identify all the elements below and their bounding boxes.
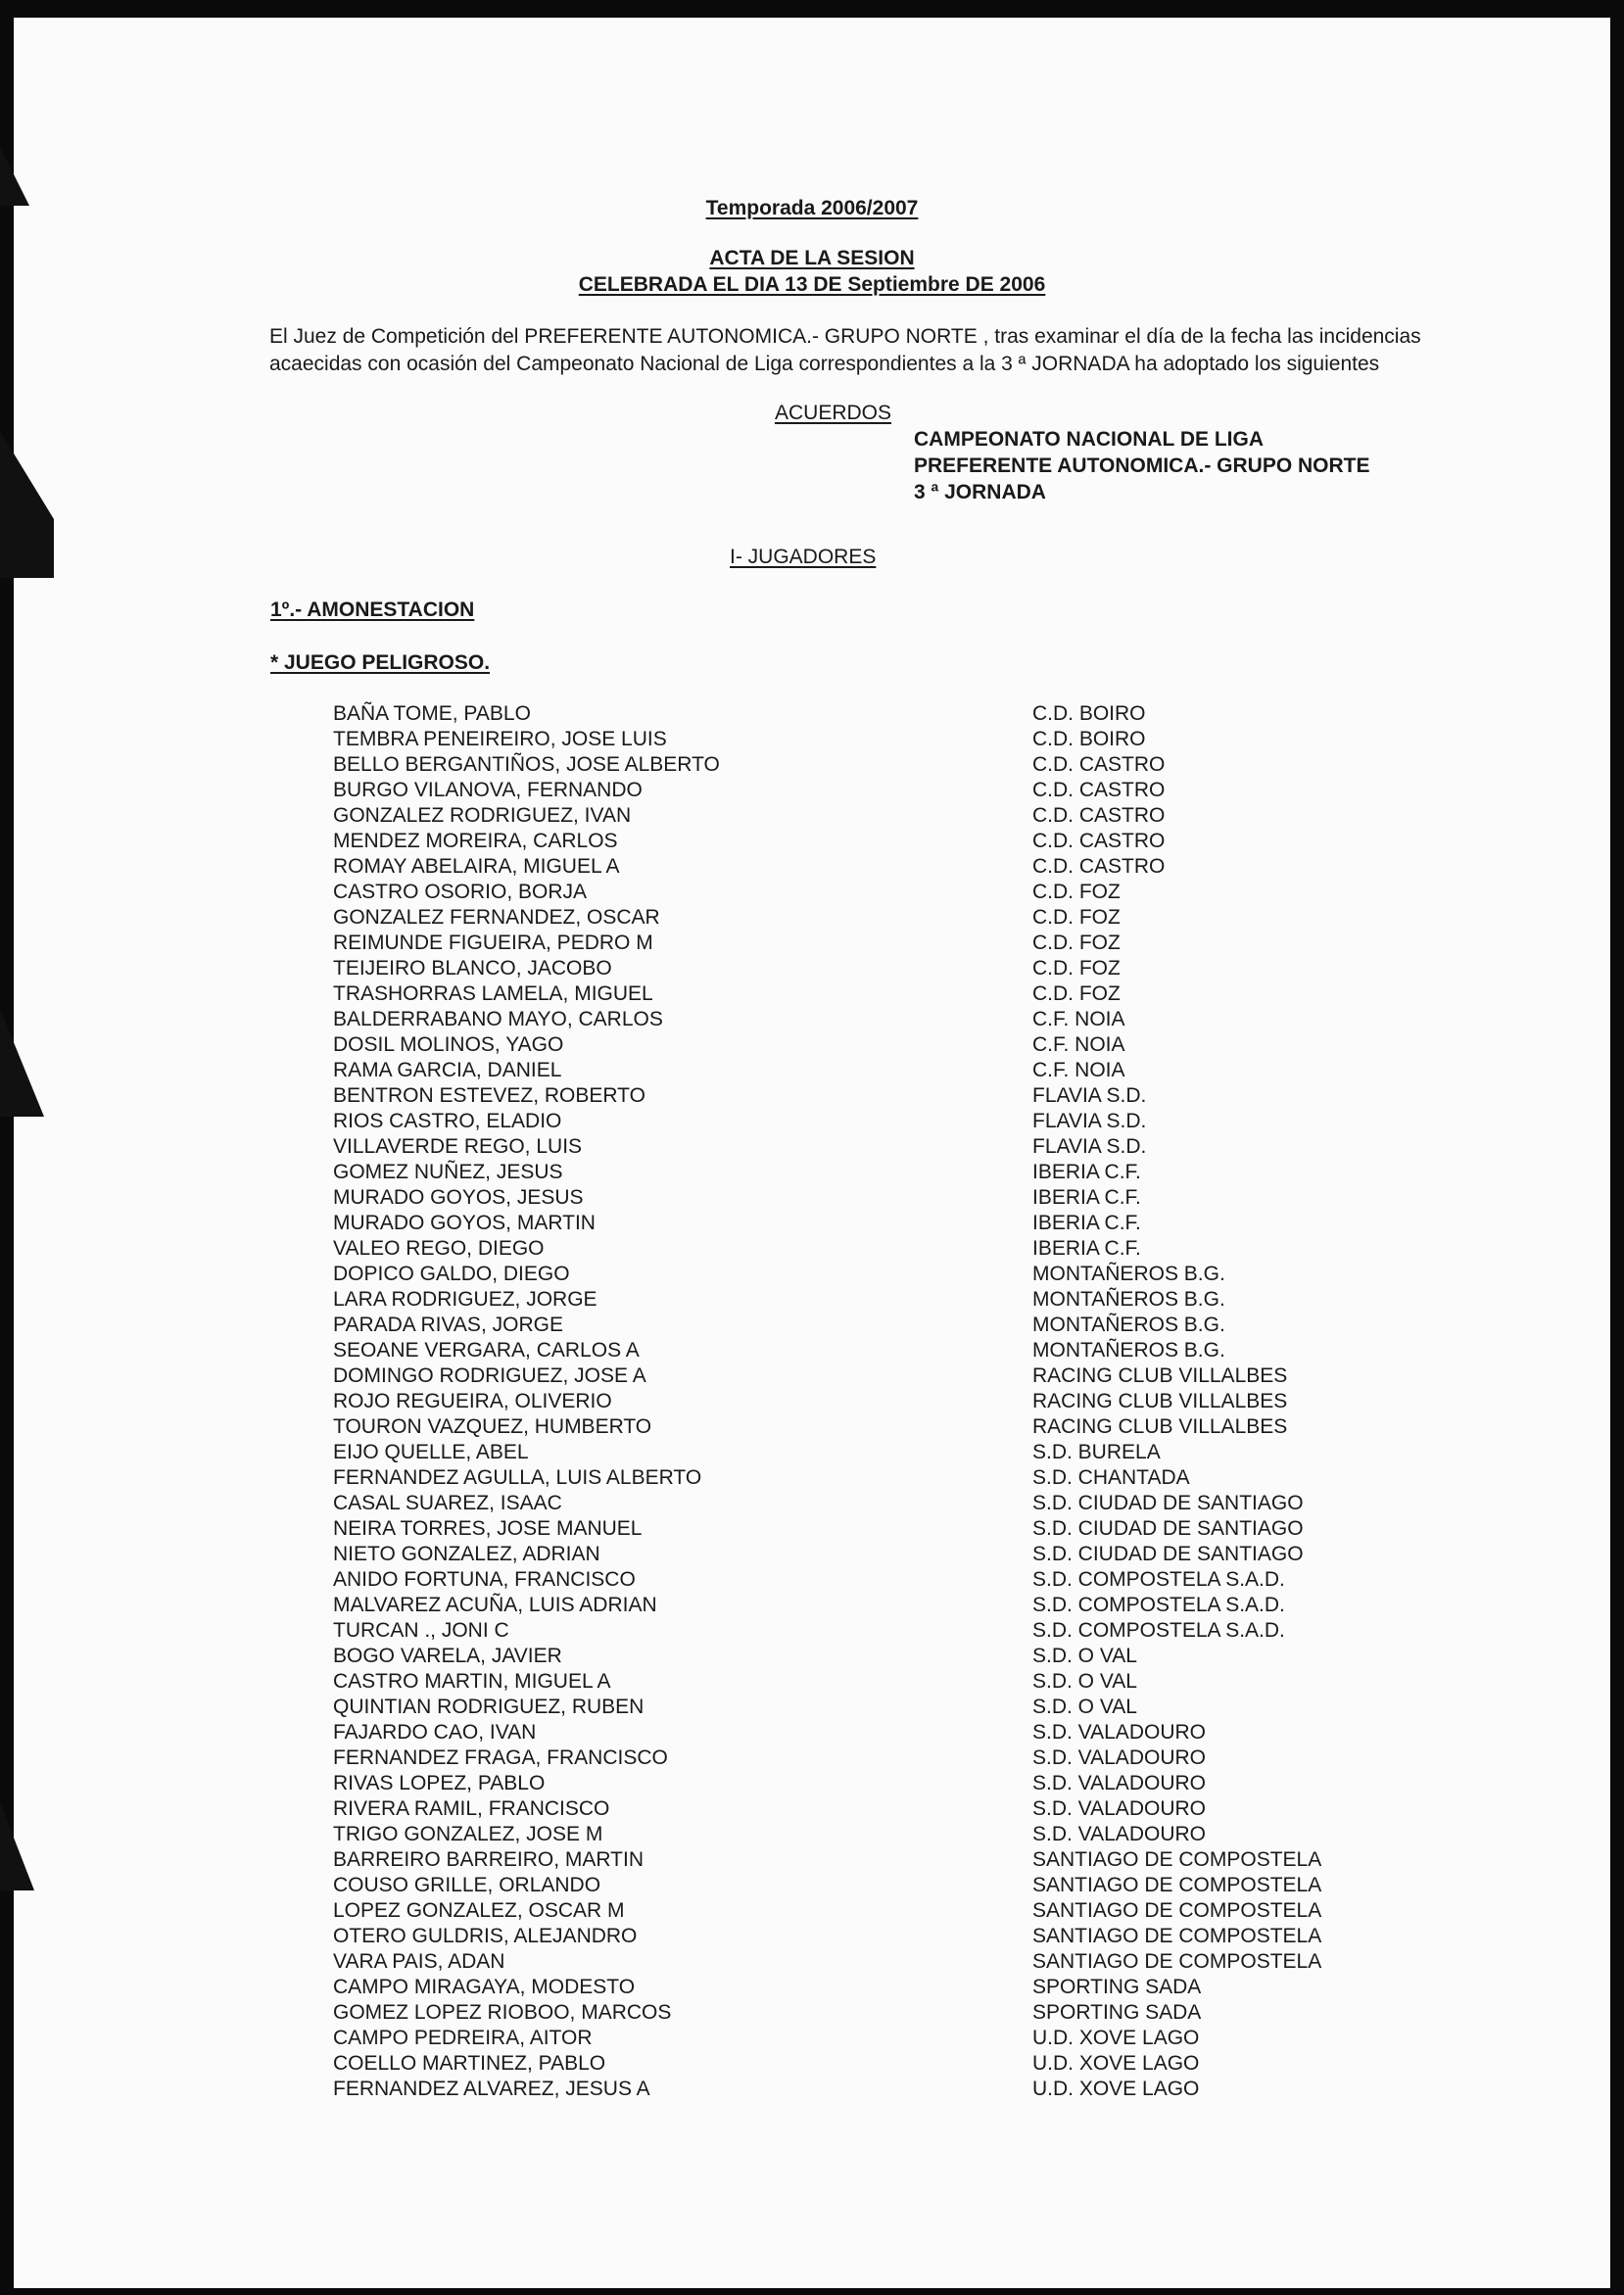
player-club: C.D. FOZ [1032,957,1121,980]
player-name: GONZALEZ FERNANDEZ, OSCAR [333,906,660,929]
player-name: CASTRO MARTIN, MIGUEL A [333,1670,611,1693]
player-row [333,803,1410,829]
player-club: IBERIA C.F. [1032,1161,1141,1183]
player-club: C.F. NOIA [1032,1008,1125,1030]
player-name: QUINTIAN RODRIGUEZ, RUBEN [333,1696,645,1718]
player-name: FERNANDEZ ALVAREZ, JESUS A [333,2078,650,2100]
player-row [333,2077,1410,2102]
subsection-title: 1º.- AMONESTACION [270,598,475,621]
player-club: MONTAÑEROS B.G. [1032,1339,1225,1362]
player-name: COUSO GRILLE, ORLANDO [333,1874,601,1896]
player-club: S.D. O VAL [1032,1645,1137,1667]
player-row [333,1593,1410,1618]
player-row [333,2000,1410,2026]
player-club: FLAVIA S.D. [1032,1084,1147,1107]
player-name: VARA PAIS, ADAN [333,1950,505,1973]
player-club: S.D. VALADOURO [1032,1772,1206,1794]
player-row [333,1211,1410,1236]
player-name: BARREIRO BARREIRO, MARTIN [333,1848,644,1871]
player-row [333,778,1410,803]
player-club: C.D. BOIRO [1032,728,1146,750]
player-club: C.F. NOIA [1032,1033,1125,1056]
player-club: IBERIA C.F. [1032,1212,1141,1234]
player-club: S.D. CHANTADA [1032,1466,1190,1489]
player-name: CAMPO PEDREIRA, AITOR [333,2027,593,2049]
player-club: C.D. CASTRO [1032,830,1166,852]
player-row [333,981,1410,1007]
player-name: TEIJEIRO BLANCO, JACOBO [333,957,612,980]
player-club: S.D. VALADOURO [1032,1797,1206,1820]
player-row [333,1313,1410,1338]
player-club: U.D. XOVE LAGO [1032,2078,1200,2100]
player-row [333,1618,1410,1644]
title-line-1: ACTA DE LA SESION [709,247,915,269]
player-name: GONZALEZ RODRIGUEZ, IVAN [333,804,632,827]
player-row [333,1644,1410,1669]
player-row [333,1542,1410,1567]
player-club: SANTIAGO DE COMPOSTELA [1032,1899,1322,1922]
player-row [333,880,1410,905]
player-row [333,701,1410,727]
competition-line-3: 3 ª JORNADA [914,481,1046,503]
player-row [333,1695,1410,1720]
acuerdos-heading: ACUERDOS [775,402,892,424]
player-club: S.D. CIUDAD DE SANTIAGO [1032,1492,1304,1514]
player-name: VALEO REGO, DIEGO [333,1237,545,1260]
player-name: LARA RODRIGUEZ, JORGE [333,1288,597,1311]
player-club: S.D. BURELA [1032,1441,1161,1463]
player-name: VILLAVERDE REGO, LUIS [333,1135,583,1158]
player-club: SANTIAGO DE COMPOSTELA [1032,1874,1322,1896]
player-name: FERNANDEZ AGULLA, LUIS ALBERTO [333,1466,702,1489]
player-row [333,1465,1410,1491]
player-name: EIJO QUELLE, ABEL [333,1441,529,1463]
player-club: SANTIAGO DE COMPOSTELA [1032,1950,1322,1973]
competition-line-1: CAMPEONATO NACIONAL DE LIGA [914,428,1265,451]
intro-paragraph [269,323,1533,378]
player-club: S.D. VALADOURO [1032,1823,1206,1845]
player-club: MONTAÑEROS B.G. [1032,1263,1225,1285]
player-row [333,1185,1410,1211]
player-row [333,1873,1410,1898]
player-name: RIOS CASTRO, ELADIO [333,1110,562,1132]
player-club: S.D. O VAL [1032,1696,1137,1718]
player-club: S.D. VALADOURO [1032,1721,1206,1744]
player-club: FLAVIA S.D. [1032,1135,1147,1158]
player-row [333,956,1410,981]
player-name: TRIGO GONZALEZ, JOSE M [333,1823,603,1845]
player-name: BOGO VARELA, JAVIER [333,1645,562,1667]
player-name: TRASHORRAS LAMELA, MIGUEL [333,982,653,1005]
player-club: C.D. CASTRO [1032,753,1166,776]
player-row [333,854,1410,880]
player-club: U.D. XOVE LAGO [1032,2027,1200,2049]
player-name: CASTRO OSORIO, BORJA [333,881,588,903]
player-row [333,1287,1410,1313]
player-name: TEMBRA PENEIREIRO, JOSE LUIS [333,728,667,750]
player-name: TURCAN ., JONI C [333,1619,509,1642]
player-club: C.D. FOZ [1032,932,1121,954]
player-name: RIVAS LOPEZ, PABLO [333,1772,546,1794]
category-title: * JUEGO PELIGROSO. [270,651,491,674]
player-name: GOMEZ LOPEZ RIOBOO, MARCOS [333,2001,672,2024]
player-club: SANTIAGO DE COMPOSTELA [1032,1925,1322,1947]
player-name: TOURON VAZQUEZ, HUMBERTO [333,1415,652,1438]
player-club: S.D. VALADOURO [1032,1746,1206,1769]
player-club: IBERIA C.F. [1032,1237,1141,1260]
player-club: C.D. BOIRO [1032,702,1146,725]
player-row [333,1160,1410,1185]
player-name: DOPICO GALDO, DIEGO [333,1263,570,1285]
player-name: RAMA GARCIA, DANIEL [333,1059,562,1081]
player-row [333,1771,1410,1796]
player-row [333,1363,1410,1389]
player-row [333,1338,1410,1363]
player-row [333,1058,1410,1083]
player-club: SANTIAGO DE COMPOSTELA [1032,1848,1322,1871]
intro-line-2: acaecidas con ocasión del Campeonato Nacional de Liga correspondientes a la 3 ª JORNADA ha adoptado los siguientes [269,353,1380,375]
player-club: S.D. CIUDAD DE SANTIAGO [1032,1543,1304,1565]
player-club: U.D. XOVE LAGO [1032,2052,1200,2075]
player-row [333,1847,1410,1873]
player-name: COELLO MARTINEZ, PABLO [333,2052,606,2075]
player-club: SPORTING SADA [1032,1976,1202,1998]
player-name: BELLO BERGANTIÑOS, JOSE ALBERTO [333,753,720,776]
player-name: OTERO GULDRIS, ALEJANDRO [333,1925,638,1947]
player-row [333,1720,1410,1745]
player-name: CAMPO MIRAGAYA, MODESTO [333,1976,636,1998]
season-heading: Temporada 2006/2007 [705,197,919,219]
player-row [333,1109,1410,1134]
player-name: BALDERRABANO MAYO, CARLOS [333,1008,663,1030]
player-row [333,1796,1410,1822]
player-row [333,1745,1410,1771]
player-club: IBERIA C.F. [1032,1186,1141,1209]
player-name: MALVAREZ ACUÑA, LUIS ADRIAN [333,1594,657,1616]
player-name: NEIRA TORRES, JOSE MANUEL [333,1517,643,1540]
player-name: MURADO GOYOS, JESUS [333,1186,584,1209]
player-name: RIVERA RAMIL, FRANCISCO [333,1797,610,1820]
players-list [333,701,1410,2102]
player-row [333,1134,1410,1160]
player-club: S.D. COMPOSTELA S.A.D. [1032,1619,1285,1642]
player-club: RACING CLUB VILLALBES [1032,1415,1288,1438]
player-club: C.D. FOZ [1032,982,1121,1005]
player-club: SPORTING SADA [1032,2001,1202,2024]
player-name: ROMAY ABELAIRA, MIGUEL A [333,855,620,878]
player-name: CASAL SUAREZ, ISAAC [333,1492,562,1514]
player-name: ROJO REGUEIRA, OLIVERIO [333,1390,612,1412]
player-row [333,727,1410,752]
player-club: RACING CLUB VILLALBES [1032,1364,1288,1387]
player-name: GOMEZ NUÑEZ, JESUS [333,1161,563,1183]
player-row [333,829,1410,854]
section-title: I- JUGADORES [730,546,877,568]
player-row [333,1262,1410,1287]
player-name: LOPEZ GONZALEZ, OSCAR M [333,1899,625,1922]
player-row [333,1440,1410,1465]
player-club: S.D. COMPOSTELA S.A.D. [1032,1568,1285,1591]
player-club: C.F. NOIA [1032,1059,1125,1081]
player-row [333,1898,1410,1924]
player-name: BURGO VILANOVA, FERNANDO [333,779,643,801]
player-row [333,1567,1410,1593]
player-club: S.D. CIUDAD DE SANTIAGO [1032,1517,1304,1540]
player-row [333,2051,1410,2077]
player-row [333,1007,1410,1032]
player-name: SEOANE VERGARA, CARLOS A [333,1339,640,1362]
player-name: ANIDO FORTUNA, FRANCISCO [333,1568,636,1591]
player-club: S.D. COMPOSTELA S.A.D. [1032,1594,1285,1616]
player-club: MONTAÑEROS B.G. [1032,1314,1225,1336]
player-row [333,1414,1410,1440]
player-row [333,1822,1410,1847]
player-row [333,1516,1410,1542]
player-row [333,1236,1410,1262]
player-row [333,1491,1410,1516]
player-row [333,1032,1410,1058]
player-name: FAJARDO CAO, IVAN [333,1721,537,1744]
player-name: DOMINGO RODRIGUEZ, JOSE A [333,1364,646,1387]
player-club: C.D. CASTRO [1032,779,1166,801]
player-row [333,905,1410,931]
intro-line-1: El Juez de Competición del PREFERENTE AUTONOMICA.- GRUPO NORTE , tras examinar el día de la fecha las incidencias [269,325,1421,348]
player-name: MURADO GOYOS, MARTIN [333,1212,596,1234]
player-name: PARADA RIVAS, JORGE [333,1314,563,1336]
player-row [333,2026,1410,2051]
title-line-2: CELEBRADA EL DIA 13 DE Septiembre DE 2006 [578,273,1046,296]
player-row [333,1083,1410,1109]
player-name: BENTRON ESTEVEZ, ROBERTO [333,1084,645,1107]
player-row [333,752,1410,778]
player-name: DOSIL MOLINOS, YAGO [333,1033,564,1056]
player-club: C.D. FOZ [1032,881,1121,903]
competition-line-2: PREFERENTE AUTONOMICA.- GRUPO NORTE [914,454,1370,477]
player-name: REIMUNDE FIGUEIRA, PEDRO M [333,932,653,954]
player-name: NIETO GONZALEZ, ADRIAN [333,1543,600,1565]
player-row [333,931,1410,956]
player-club: FLAVIA S.D. [1032,1110,1147,1132]
player-name: FERNANDEZ FRAGA, FRANCISCO [333,1746,668,1769]
player-club: S.D. O VAL [1032,1670,1137,1693]
player-club: C.D. FOZ [1032,906,1121,929]
player-row [333,1975,1410,2000]
player-row [333,1389,1410,1414]
player-row [333,1924,1410,1949]
player-club: MONTAÑEROS B.G. [1032,1288,1225,1311]
player-name: BAÑA TOME, PABLO [333,702,531,725]
player-club: C.D. CASTRO [1032,855,1166,878]
player-row [333,1669,1410,1695]
player-row [333,1949,1410,1975]
player-club: C.D. CASTRO [1032,804,1166,827]
player-name: MENDEZ MOREIRA, CARLOS [333,830,618,852]
player-club: RACING CLUB VILLALBES [1032,1390,1288,1412]
